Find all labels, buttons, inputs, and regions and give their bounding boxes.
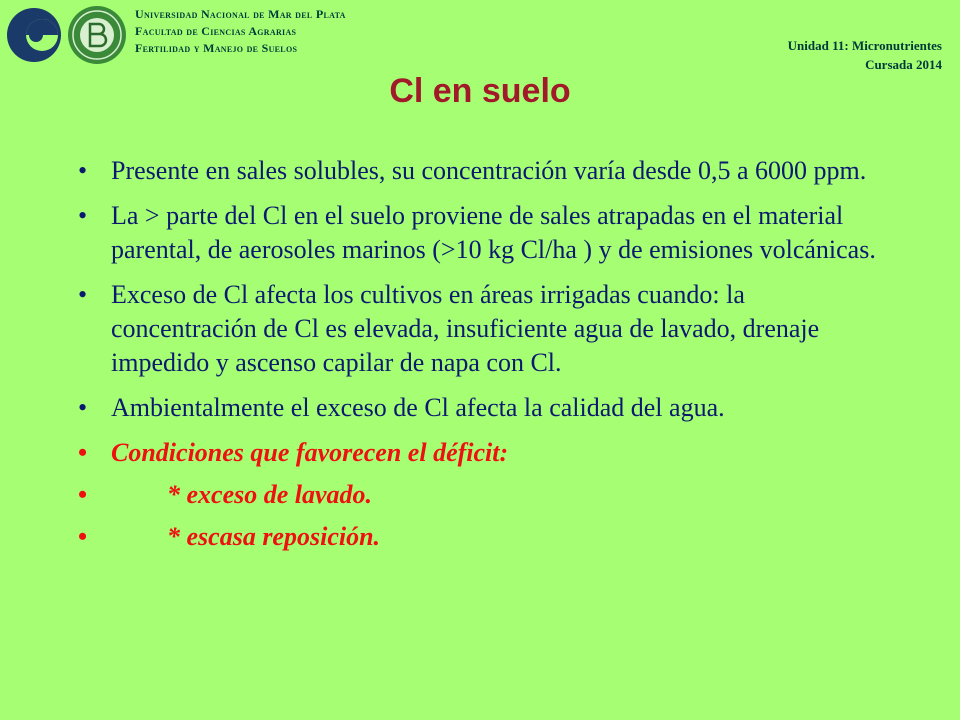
institution-line: Fertilidad y Manejo de Suelos [135,41,298,55]
course-year: Cursada 2014 [865,57,942,72]
institution-line: Facultad de Ciencias Agrarias [135,24,297,38]
unit-title: Unidad 11: Micronutrientes [787,38,942,53]
slide-title: Cl en suelo [389,72,571,110]
bullet-item: • La > parte del Cl en el suelo proviene de sales atrapadas en el material parental, de aerosoles marinos (>10 kg Cl/ha ) y de emisiones volcánicas. [78,199,888,267]
slide-header [0,0,960,80]
condition-item [78,520,888,554]
bullet-list [78,154,888,562]
condition-text: * exceso de lavado. [167,480,373,509]
bullet-item: • Ambientalmente el exceso de Cl afecta la calidad del agua. [78,391,888,425]
faculty-seal-icon [66,4,128,66]
condition-text: * escasa reposición. [167,522,381,551]
institution-name [135,6,346,57]
institution-line: Universidad Nacional de Mar del Plata [135,7,346,21]
unit-info [788,36,942,74]
bullet-item: • Presente en sales solubles, su concentración varía desde 0,5 a 6000 ppm. [78,154,888,188]
university-logo-icon [6,4,62,66]
conditions-heading: • Condiciones que favorecen el déficit: [78,436,888,470]
bullet-item: • Exceso de Cl afecta los cultivos en áreas irrigadas cuando: la concentración de Cl es elevada, insuficiente agua de lavado, drenaje impedido y ascenso capilar de napa con Cl. [78,278,888,380]
condition-item [78,478,888,512]
